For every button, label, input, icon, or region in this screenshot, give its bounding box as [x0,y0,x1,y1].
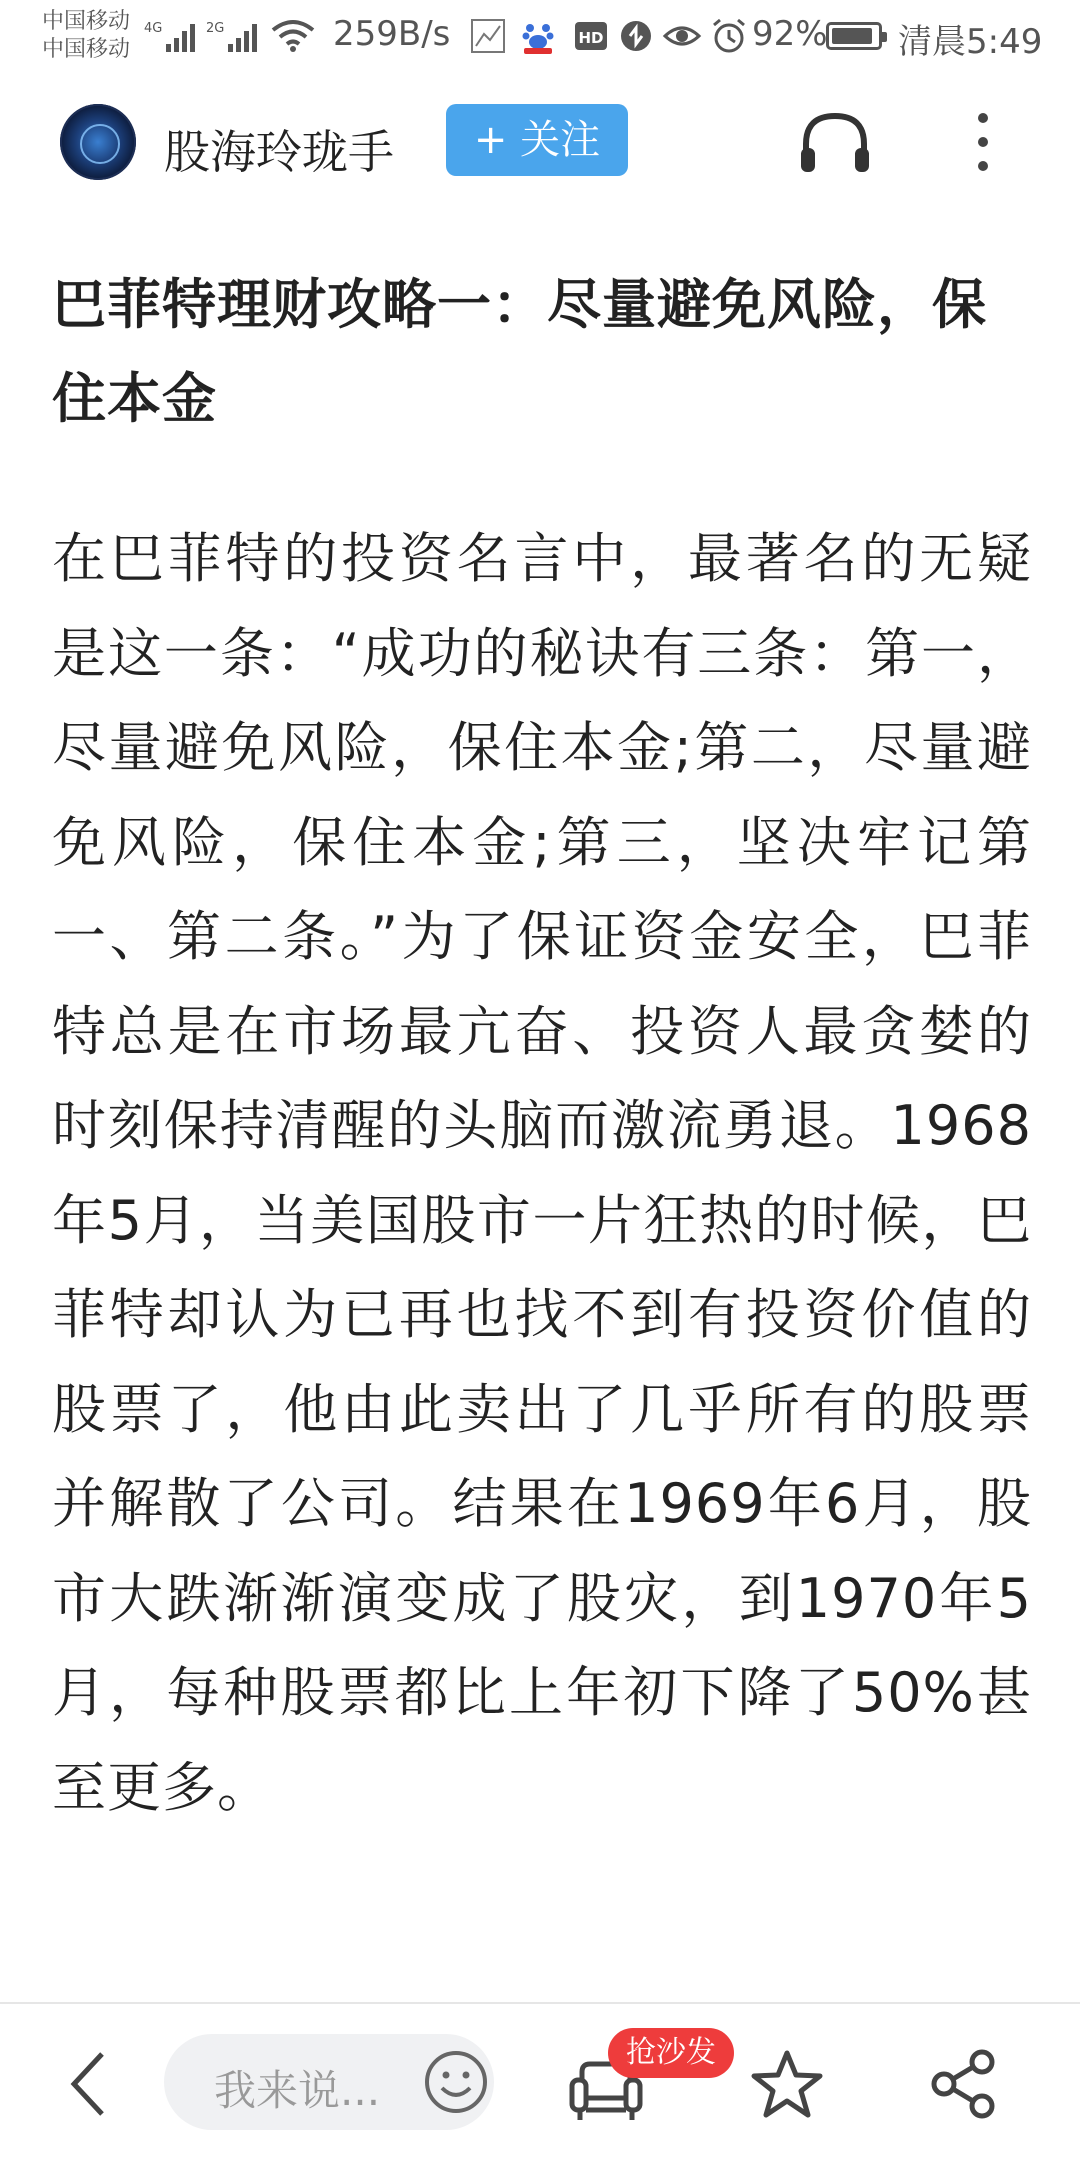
alarm-icon [710,16,748,56]
comment-placeholder: 我来说... [214,2066,381,2115]
carrier-2: 中国移动 [42,37,131,62]
share-icon[interactable] [928,2048,998,2120]
back-arrow-icon[interactable] [62,2048,112,2120]
carrier-labels [42,8,130,64]
baidu-app-icon [518,16,558,56]
status-bar [0,0,1080,76]
article-header [0,90,1080,210]
account-avatar[interactable] [60,104,136,180]
battery-percent: 92% [752,14,828,54]
svg-text:2G: 2G [206,21,225,36]
carrier-1: 中国移动 [42,9,131,34]
follow-button[interactable]: + 关注 [446,104,628,176]
bottom-bar [0,2004,1080,2160]
account-name[interactable]: 股海玲珑手 [164,125,394,179]
hd-icon [574,16,608,56]
article-body: 在巴菲特的投资名言中，最著名的无疑是这一条：“成功的秘诀有三条：第一，尽量避免风险，保住本金;第二，尽量避免风险，保住本金;第三，坚决牢记第一、第二条。”为了保证资金安全，巴菲特总是在市场最亢奋、投资人最贪婪的时刻保持清醒的头脑而激流勇退。1968年5月，当美国股市一片狂热的时候，巴菲特却认为已再也找不到有投资价值的股票了，他由此卖出了几乎所有的股票并解散了公司。结果在1969年6月，股市大跌渐渐演变成了股灾，到1970年5月，每种股票都比上年初下降了50%甚至更多。 [52,527,1032,1819]
sofa-badge[interactable]: 抢沙发 [608,2028,734,2078]
headphone-icon[interactable] [798,110,872,176]
data-saver-icon [618,16,654,56]
article-title: 巴菲特理财攻略一：尽量避免风险，保住本金 [52,273,987,430]
svg-text:4G: 4G [144,21,163,36]
more-options-icon[interactable] [968,106,998,178]
star-icon[interactable] [750,2048,824,2120]
eye-comfort-icon [662,16,702,56]
news-app-icon [470,16,506,56]
network-speed: 259B/s [333,14,451,54]
emoji-icon[interactable] [422,2048,490,2116]
clock: 清晨5:49 [898,22,1043,62]
wifi-icon [270,18,316,54]
signal-4g-icon [144,18,202,54]
battery-icon [826,22,882,50]
signal-2g-icon [206,18,264,54]
svg-text:HD: HD [578,29,604,47]
comment-input[interactable] [164,2034,494,2130]
